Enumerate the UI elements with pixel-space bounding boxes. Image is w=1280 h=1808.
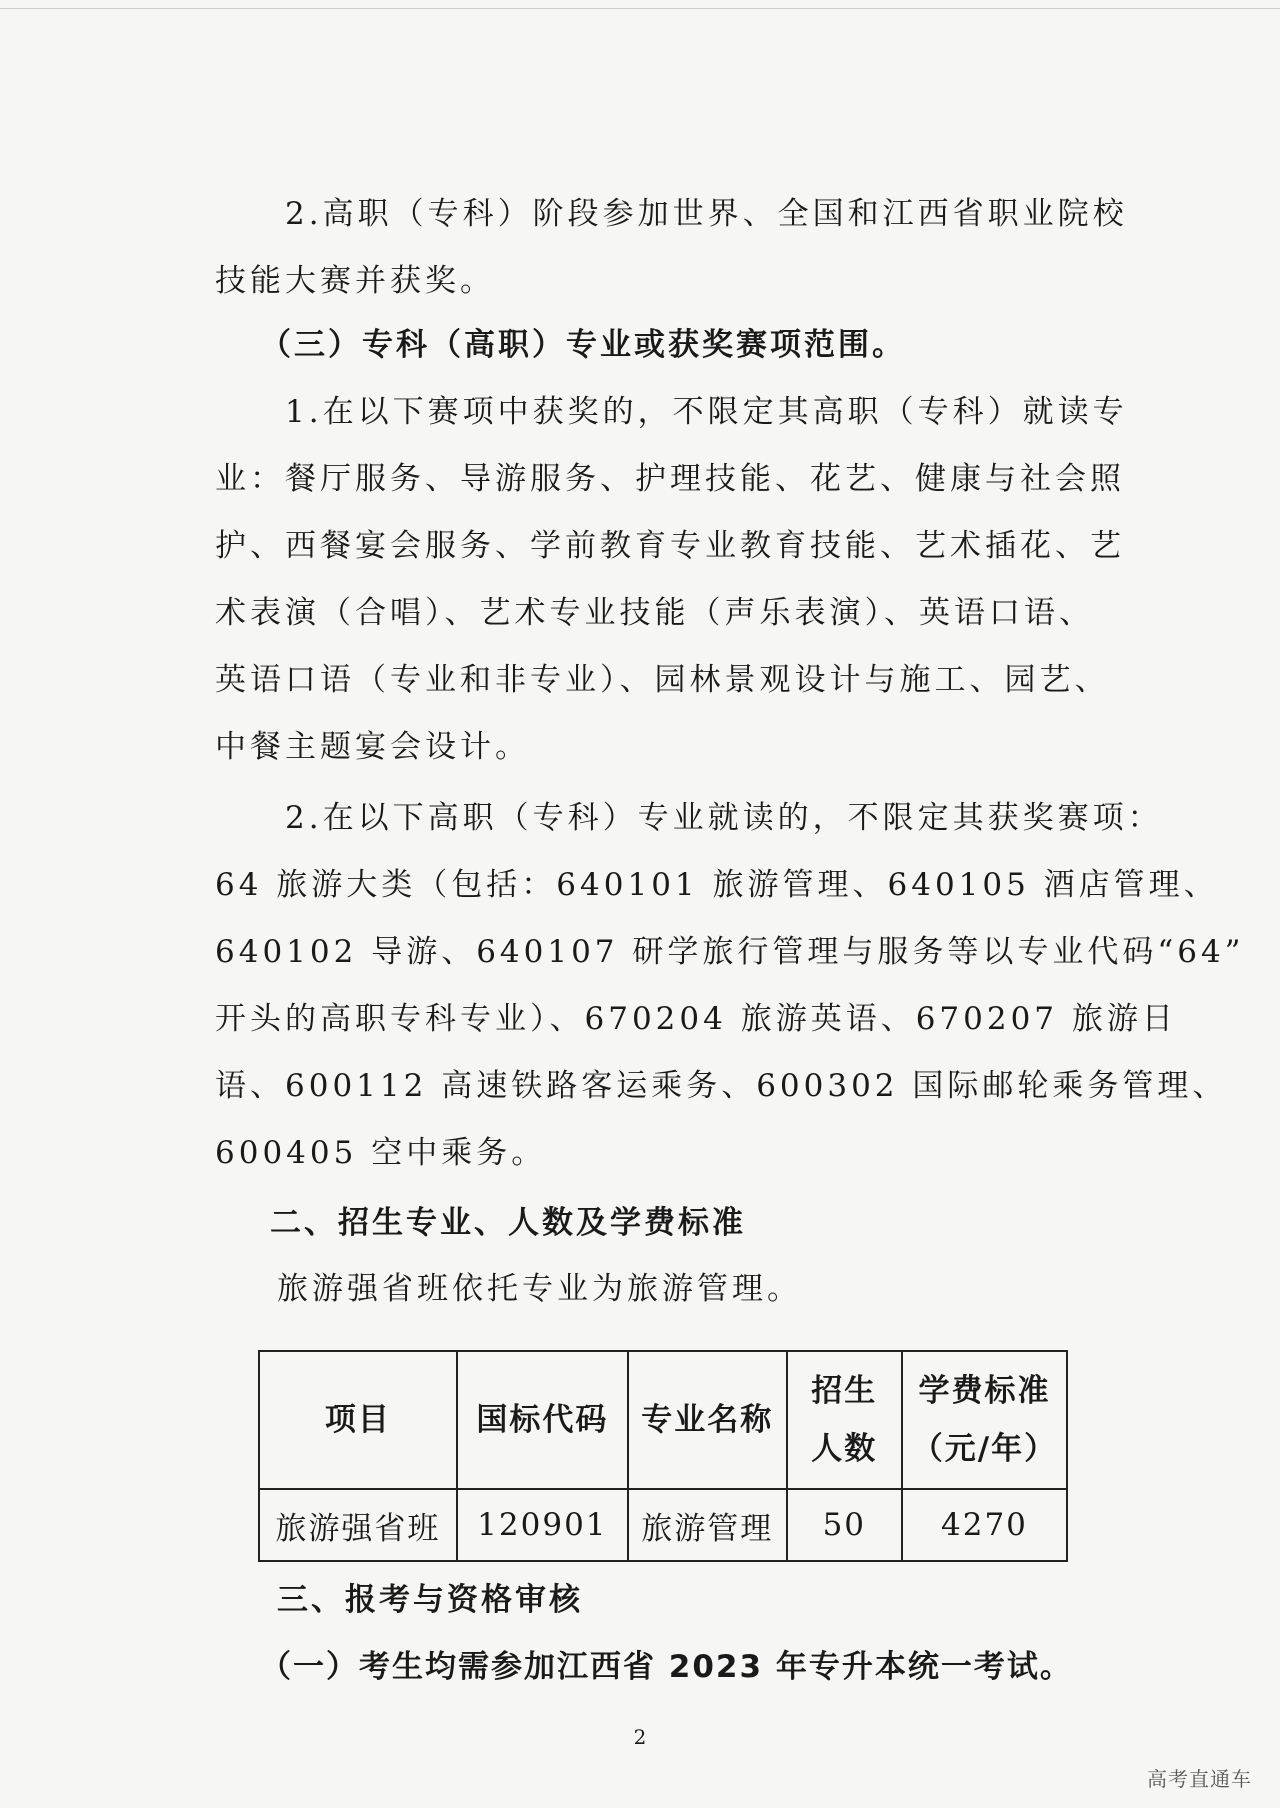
heading-text: （一）考生均需参加江西省 2023 年专升本统一考试。	[260, 1649, 1073, 1685]
paragraph-competition-award	[215, 181, 1128, 315]
cell-project: 旅游强省班	[259, 1489, 457, 1561]
header-enrollment-count: 招生 人数	[787, 1351, 902, 1489]
text-line: 2.在以下高职（专科）专业就读的，不限定其获奖赛项：	[285, 800, 1163, 836]
text-line: 600405 空中乘务。	[215, 1135, 547, 1171]
text-line: 语、600112 高速铁路客运乘务、600302 国际邮轮乘务管理、	[215, 1068, 1228, 1104]
text-line: 中餐主题宴会设计。	[215, 729, 530, 765]
section-heading-scope	[215, 312, 1125, 379]
text-line: 旅游强省班依托专业为旅游管理。	[277, 1271, 802, 1307]
text-line: 英语口语（专业和非专业）、园林景观设计与施工、园艺、	[215, 662, 1110, 698]
text-line: 术表演（合唱）、艺术专业技能（声乐表演）、英语口语、	[215, 595, 1094, 631]
header-project: 项目	[259, 1351, 457, 1489]
text-line: 640102 导游、640107 研学旅行管理与服务等以专业代码“64”	[215, 934, 1245, 970]
heading-text: （三）专科（高职）专业或获奖赛项范围。	[260, 327, 906, 363]
table-row	[259, 1489, 1067, 1561]
text-line: 护、西餐宴会服务、学前教育专业教育技能、艺术插花、艺	[215, 528, 1125, 564]
cell-tuition: 4270	[902, 1489, 1067, 1561]
enrollment-fee-table	[258, 1350, 1068, 1562]
heading-text: 二、招生专业、人数及学费标准	[270, 1205, 746, 1241]
table-header-row	[259, 1351, 1067, 1489]
paragraph-major-list	[215, 785, 1245, 1187]
text-line: 技能大赛并获奖。	[215, 263, 495, 299]
text-line: 开头的高职专科专业）、670204 旅游英语、670207 旅游日	[215, 1001, 1177, 1037]
header-major-name: 专业名称	[628, 1351, 787, 1489]
page-number: 2	[633, 1725, 647, 1749]
section-heading-application	[215, 1567, 1125, 1634]
text-line: 1.在以下赛项中获奖的，不限定其高职（专科）就读专	[285, 394, 1128, 430]
scan-top-edge	[0, 8, 1280, 9]
paragraph-competition-list	[215, 379, 1128, 781]
heading-text: 三、报考与资格审核	[277, 1582, 583, 1618]
text-line: 2.高职（专科）阶段参加世界、全国和江西省职业院校	[285, 196, 1128, 232]
paragraph-major-basis	[215, 1256, 1125, 1323]
header-tuition: 学费标准 （元/年）	[902, 1351, 1067, 1489]
text-line: 业：餐厅服务、导游服务、护理技能、花艺、健康与社会照	[215, 461, 1125, 497]
text-line: 64 旅游大类（包括：640101 旅游管理、640105 酒店管理、	[215, 867, 1219, 903]
cell-major-name: 旅游管理	[628, 1489, 787, 1561]
watermark-text: 高考直通车	[1147, 1767, 1252, 1791]
cell-national-code: 120901	[457, 1489, 628, 1561]
cell-enrollment-count: 50	[787, 1489, 902, 1561]
section-heading-enrollment	[215, 1190, 1125, 1257]
subsection-heading-exam	[215, 1634, 1125, 1701]
header-national-code: 国标代码	[457, 1351, 628, 1489]
